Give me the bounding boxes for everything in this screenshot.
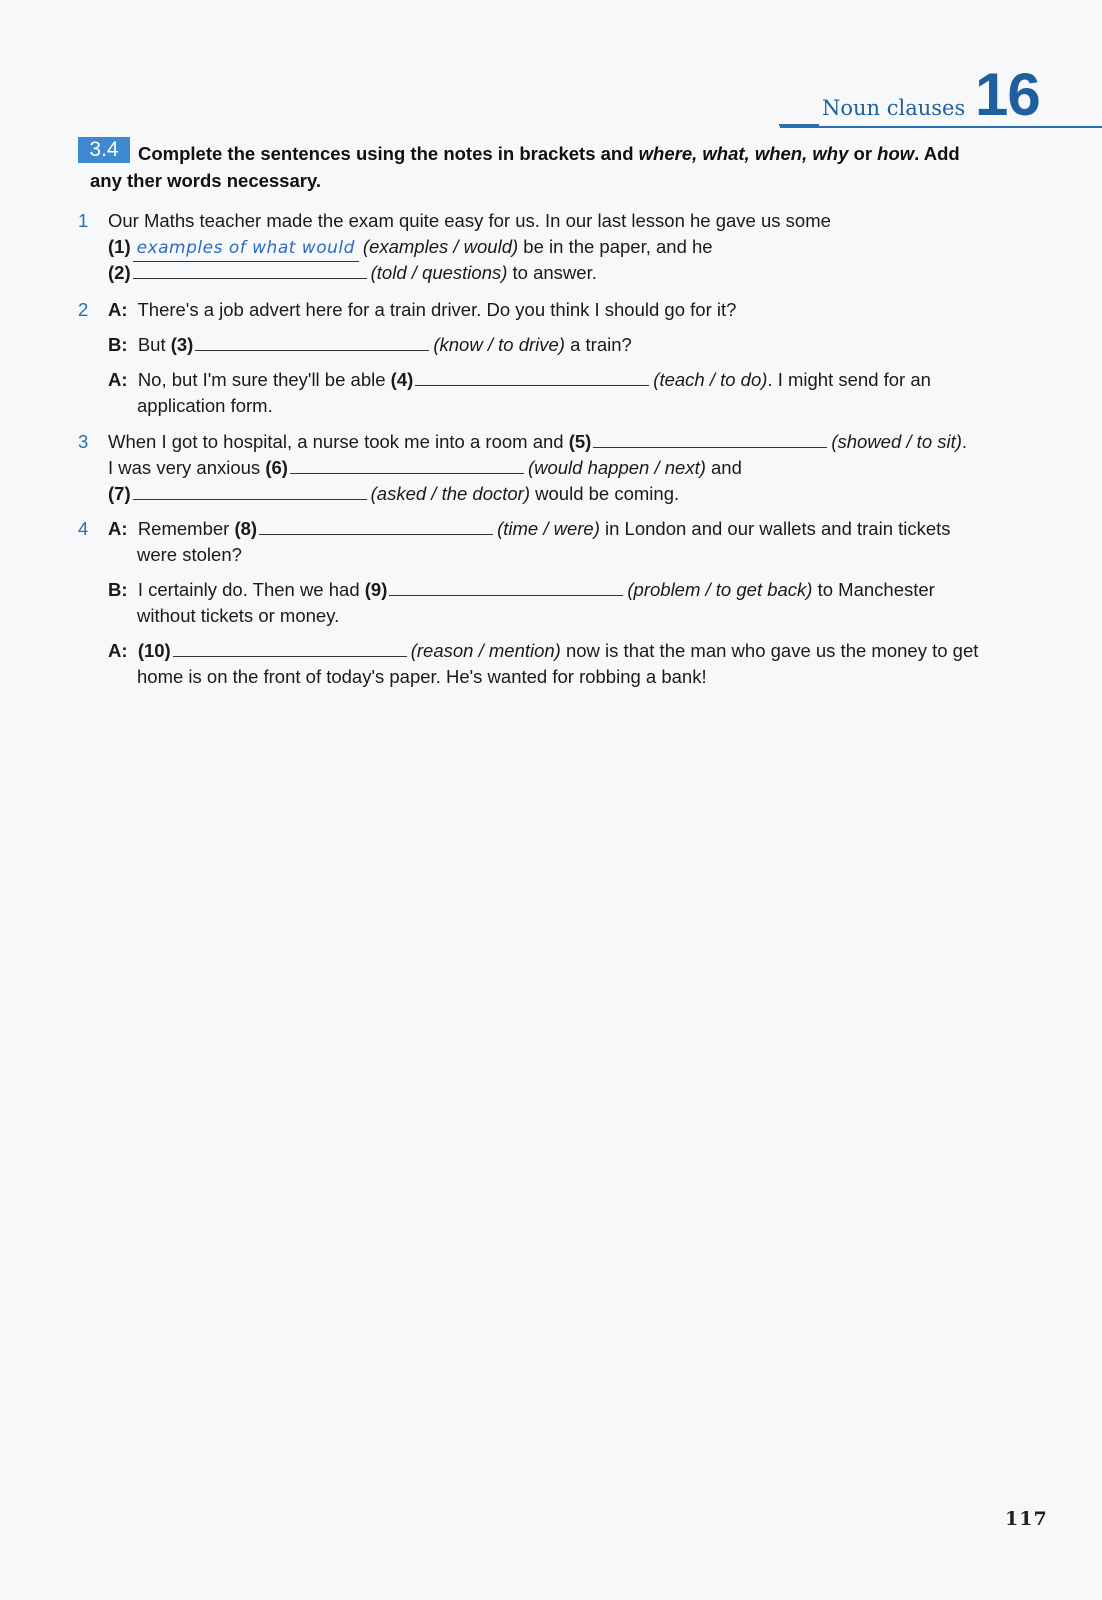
gap-ref: (2)	[108, 262, 131, 283]
speaker-label: B:	[108, 579, 128, 600]
section-title: Noun clauses	[822, 96, 966, 120]
item-number: 2	[78, 299, 89, 320]
item1-line1: Our Maths teacher made the exam quite easy for us. In our last lesson he gave us some	[108, 210, 831, 231]
answer-gap-4[interactable]	[415, 367, 649, 386]
answer-gap-2[interactable]	[133, 260, 367, 279]
gap-ref: (9)	[364, 579, 388, 600]
gap-ref: (10)	[137, 640, 171, 661]
answer-gap-9[interactable]	[389, 577, 623, 596]
header-rule	[780, 126, 1102, 128]
answer-gap-7[interactable]	[133, 481, 367, 500]
item4-line-a2-cont: home is on the front of today's paper. He's wanted for robbing a bank!	[137, 666, 707, 687]
gap-ref: (3)	[170, 334, 194, 355]
exercise-number-badge: 3.4	[78, 137, 130, 163]
item3-line2: I was very anxious (6) (would happen / next) and	[108, 457, 742, 478]
item-number: 4	[78, 518, 89, 539]
gap-note: (told / questions)	[370, 262, 508, 283]
gap-ref: (5)	[568, 431, 592, 452]
speaker-label: A:	[108, 518, 128, 539]
item-number: 3	[78, 431, 89, 452]
speaker-label: A:	[108, 369, 128, 390]
gap-ref: (7)	[108, 483, 131, 504]
gap-note: (would happen / next)	[527, 457, 706, 478]
item2-line-a2: A: No, but I'm sure they'll be able (4) (teach / to do). I might send for an	[108, 369, 931, 390]
speaker-label: B:	[108, 334, 128, 355]
gap-note: (time / were)	[497, 518, 600, 539]
gap-note: (asked / the doctor)	[370, 483, 531, 504]
gap-note: (reason / mention)	[410, 640, 561, 661]
item4-line-a-cont: were stolen?	[137, 544, 242, 565]
gap-note: (examples / would)	[362, 236, 519, 257]
answer-gap-6[interactable]	[290, 455, 524, 474]
item4-line-b: B: I certainly do. Then we had (9) (problem / to get back) to Manchester	[108, 579, 935, 600]
item3-line3: (7) (asked / the doctor) would be coming.	[108, 483, 680, 504]
speaker-label: A:	[108, 640, 128, 661]
item-number: 1	[78, 210, 89, 231]
answer-gap-5[interactable]	[593, 429, 827, 448]
gap-note: (showed / to sit)	[831, 431, 962, 452]
page-number: 117	[1005, 1508, 1048, 1530]
item2-line-a2-cont: application form.	[137, 395, 273, 416]
item4-line-a2: A: (10) (reason / mention) now is that the man who gave us the money to get	[108, 640, 979, 661]
item4-line-b-cont: without tickets or money.	[137, 605, 340, 626]
gap-ref: (8)	[234, 518, 258, 539]
speaker-label: A:	[108, 299, 128, 320]
gap-ref: (1)	[108, 236, 131, 257]
answer-gap-10[interactable]	[173, 638, 407, 657]
gap-note: (know / to drive)	[433, 334, 565, 355]
gap-note: (problem / to get back)	[627, 579, 813, 600]
unit-number: 16	[975, 61, 1040, 128]
item2-line-a: A: There's a job advert here for a train driver. Do you think I should go for it?	[108, 299, 737, 320]
item1-line2: (1) examples of what would (examples / would) be in the paper, and he	[108, 234, 713, 262]
answer-gap-8[interactable]	[259, 516, 493, 535]
gap-ref: (6)	[265, 457, 288, 478]
item2-line-b: B: But (3) (know / to drive) a train?	[108, 334, 632, 355]
gap-note: (teach / to do)	[653, 369, 768, 390]
item4-line-a: A: Remember (8) (time / were) in London and our wallets and train tickets	[108, 518, 951, 539]
answer-gap-1[interactable]: examples of what would	[133, 235, 359, 262]
answer-gap-3[interactable]	[195, 332, 429, 351]
item1-line3: (2) (told / questions) to answer.	[108, 262, 597, 283]
exercise-instruction: Complete the sentences using the notes in brackets and where, what, when, why or how. Add any ther words necessary.	[90, 143, 960, 191]
item3-line1: When I got to hospital, a nurse took me into a room and (5) (showed / to sit).	[108, 431, 968, 452]
gap-ref: (4)	[390, 369, 414, 390]
